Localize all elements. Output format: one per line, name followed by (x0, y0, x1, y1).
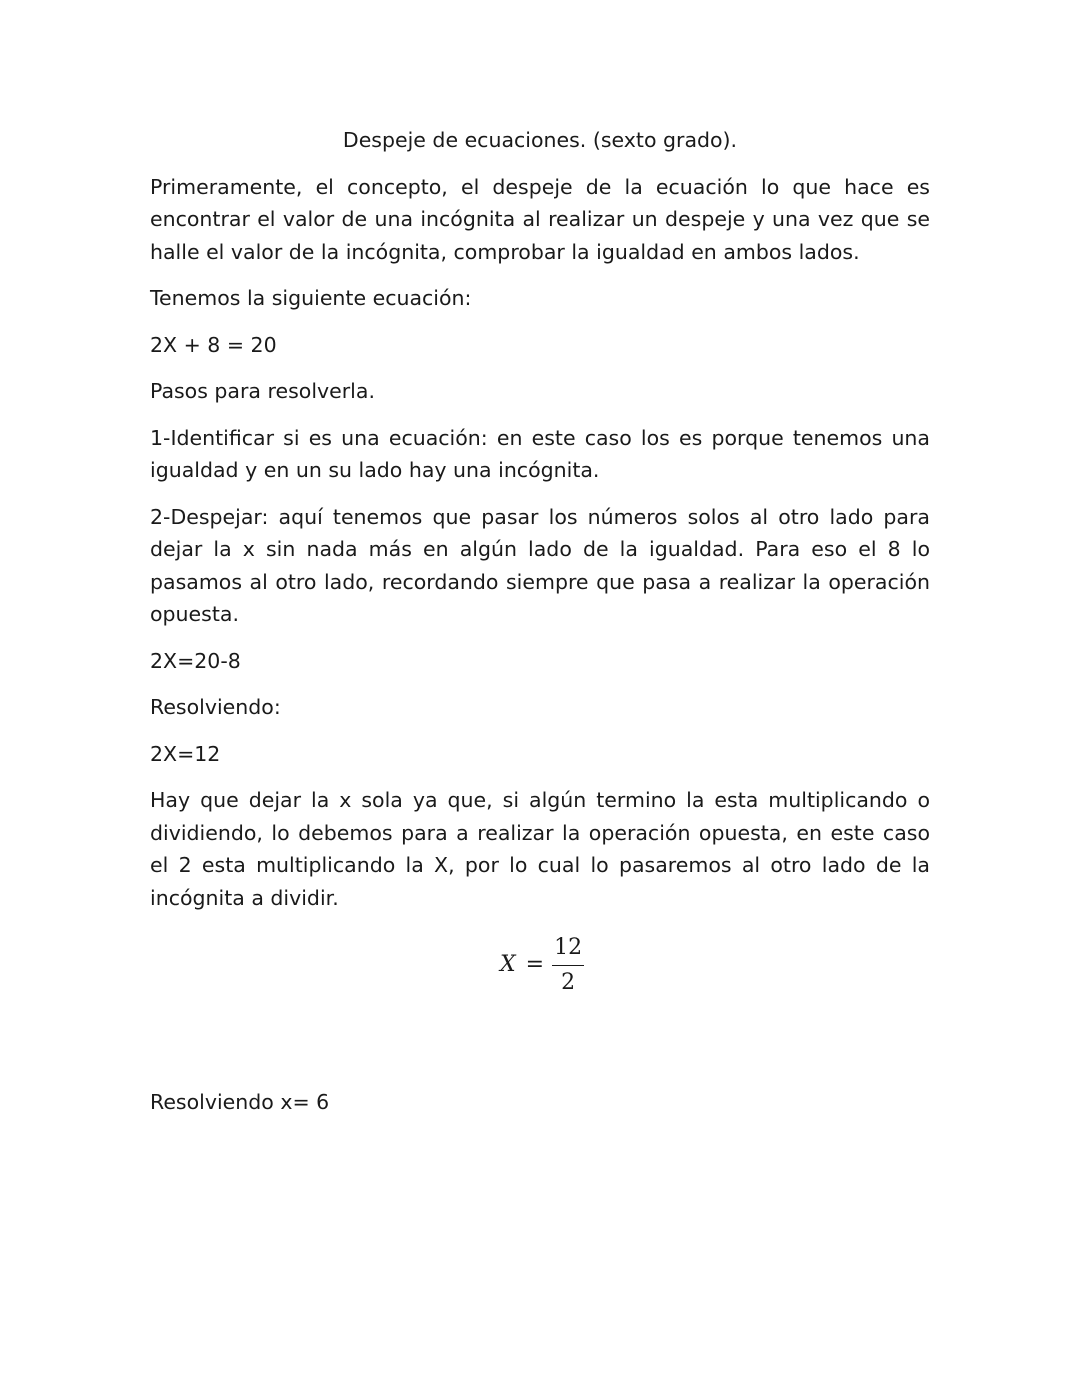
fraction-equation (150, 928, 930, 1028)
document-title: Despeje de ecuaciones. (sexto grado). (342, 128, 738, 152)
math-expression (500, 928, 584, 1002)
steps-heading: Pasos para resolverla. (150, 379, 375, 403)
math-equals: = (525, 951, 545, 977)
explanation-paragraph: Hay que dejar la x sola ya que, si algún termino la esta multiplicando o dividiendo, lo debemos para a realizar la operación opuesta, en este caso el 2 esta multiplicando la X, por lo cual lo pasaremos al otro lado de la incógnita a dividir. (150, 788, 930, 910)
final-result: Resolviendo x= 6 (150, 1090, 330, 1114)
equation-intro: Tenemos la siguiente ecuación: (150, 286, 472, 310)
math-variable: X (500, 951, 516, 977)
resolving-label: Resolviendo: (150, 695, 281, 719)
fraction-numerator: 12 (552, 935, 584, 966)
fraction-denominator: 2 (561, 969, 576, 995)
equation-step-1: 2X=20-8 (150, 648, 241, 673)
step-2-paragraph: 2-Despejar: aquí tenemos que pasar los números solos al otro lado para dejar la x sin nada más en algún lado de la igualdad. Para eso el 8 lo pasamos al otro lado, recordando siempre que pasa a realizar la operación opuesta. (150, 504, 930, 626)
step-1-paragraph: 1-Identificar si es una ecuación: en este caso los es porque tenemos una igualdad y en un su lado hay una incógnita. (150, 425, 930, 482)
document-body (150, 124, 930, 1133)
fraction (552, 935, 584, 996)
intro-paragraph: Primeramente, el concepto, el despeje de la ecuación lo que hace es encontrar el valor de una incógnita al realizar un despeje y una vez que se halle el valor de la incógnita, comprobar la igualdad en ambos lados. (150, 174, 930, 264)
initial-equation: 2X + 8 = 20 (150, 332, 277, 357)
equation-step-2: 2X=12 (150, 741, 221, 766)
